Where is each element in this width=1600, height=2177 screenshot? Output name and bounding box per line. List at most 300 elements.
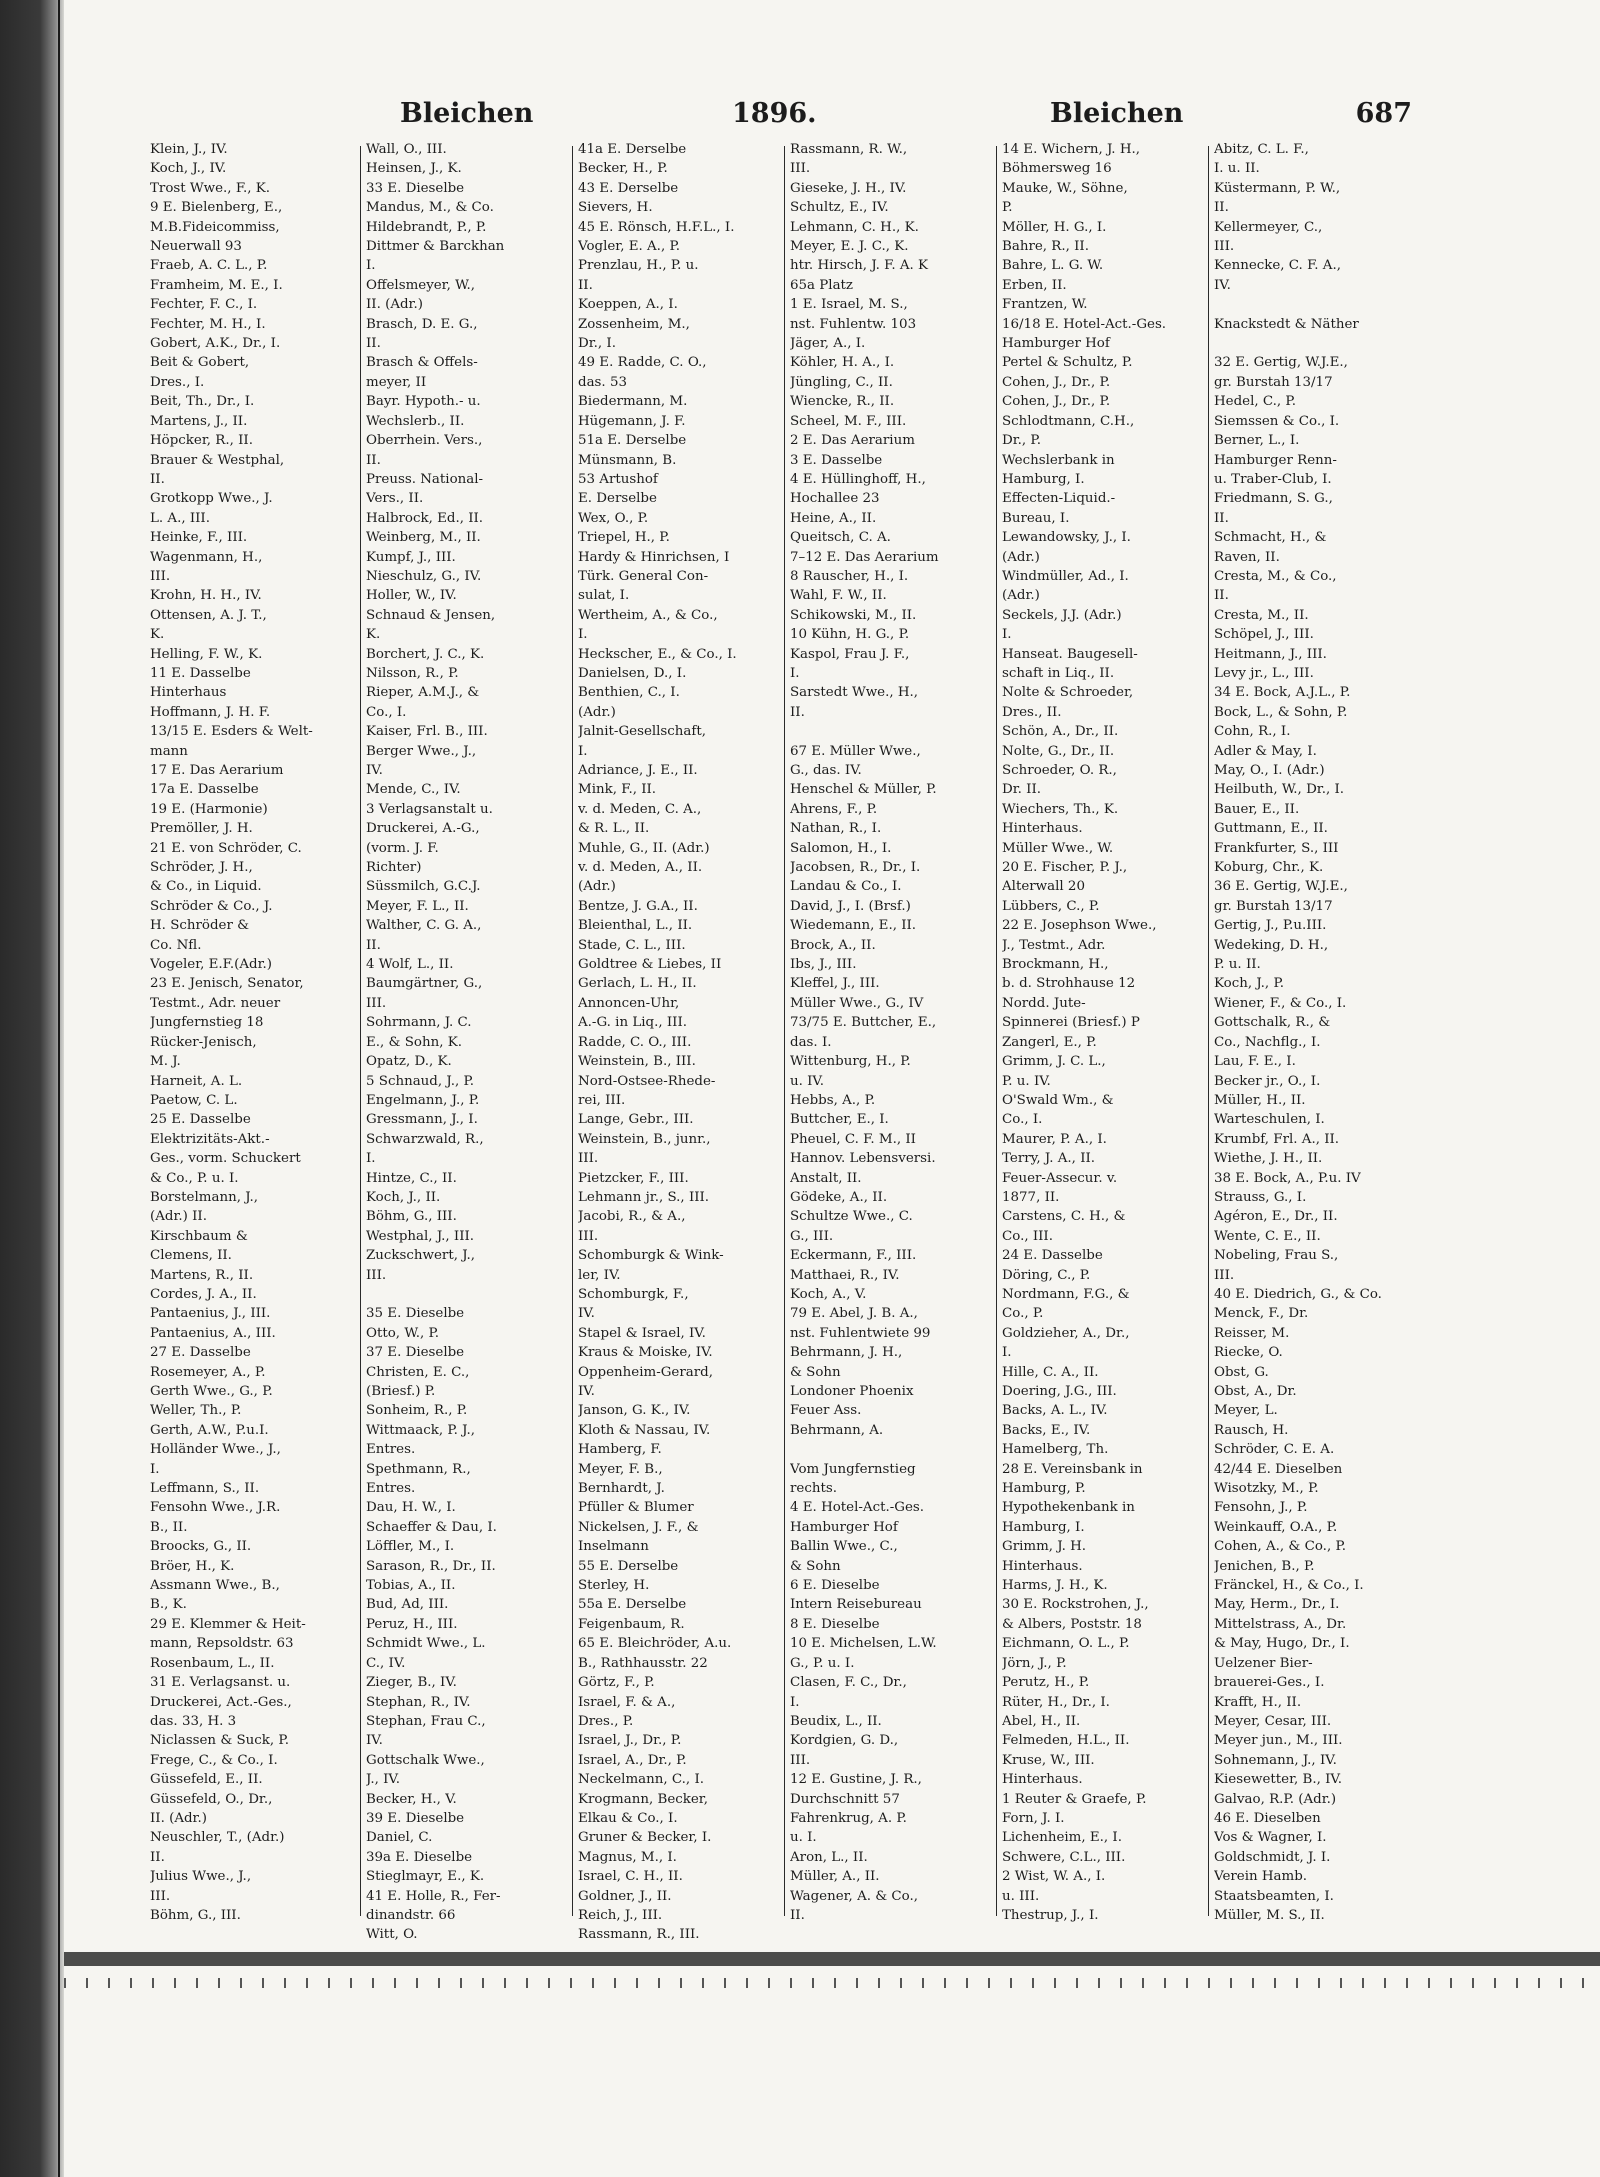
directory-entry: L. A., III.	[150, 510, 210, 526]
directory-entry: Cordes, J. A., II.	[150, 1286, 257, 1302]
directory-entry: Güssefeld, O., Dr.,	[150, 1791, 273, 1807]
directory-entry: Wisotzky, M., P.	[1214, 1481, 1319, 1497]
directory-entry: Nathan, R., I.	[790, 821, 882, 837]
directory-entry: Framheim, M. E., I.	[150, 277, 283, 293]
directory-entry: Perutz, H., P.	[1002, 1675, 1090, 1691]
directory-entry: Rausch, H.	[1214, 1422, 1289, 1438]
directory-entry: III.	[366, 1267, 387, 1283]
running-head-year: 1896.	[732, 98, 817, 129]
directory-entry: Jungfernstieg 18	[150, 1015, 264, 1031]
directory-entry: Elektrizitäts-Akt.-	[150, 1131, 270, 1147]
directory-entry: (Adr.) II.	[150, 1209, 207, 1225]
directory-entry: Grimm, J. C. L.,	[1002, 1054, 1106, 1070]
directory-column-4	[790, 140, 988, 2020]
directory-entry: Thestrup, J., I.	[1002, 1907, 1099, 1923]
directory-entry: Hamburger Hof	[790, 1519, 898, 1535]
directory-entry: Druckerei, Act.-Ges.,	[150, 1694, 292, 1710]
directory-entry: 51a E. Derselbe	[578, 433, 687, 449]
directory-entry: May, Herm., Dr., I.	[1214, 1597, 1340, 1613]
directory-entry: 39 E. Dieselbe	[366, 1810, 465, 1826]
directory-entry: mann	[150, 743, 188, 759]
directory-entry: Wahl, F. W., II.	[790, 588, 887, 604]
directory-entry: III.	[790, 1752, 811, 1768]
directory-entry: Brock, A., II.	[790, 937, 876, 953]
directory-entry: II.	[790, 1907, 805, 1923]
directory-entry: Janson, G. K., IV.	[578, 1403, 691, 1419]
page-number: 687	[1355, 98, 1412, 129]
directory-entry: Christen, E. C.,	[366, 1364, 470, 1380]
directory-entry: Entres.	[366, 1481, 416, 1497]
directory-entry: Kruse, W., III.	[1002, 1752, 1095, 1768]
directory-entry: Schomburgk & Wink-	[578, 1248, 724, 1264]
directory-entry: 14 E. Wichern, J. H.,	[1002, 142, 1141, 157]
directory-entry: Co., Nachflg., I.	[1214, 1034, 1321, 1050]
directory-entry: Vogler, E. A., P.	[578, 239, 681, 255]
directory-entry: Beit, Th., Dr., I.	[150, 394, 255, 410]
directory-entry: v. d. Meden, A., II.	[578, 860, 703, 876]
directory-entry: schaft in Liq., II.	[1002, 665, 1115, 681]
directory-entry: 35 E. Dieselbe	[366, 1306, 465, 1322]
directory-entry: Krumbf, Frl. A., II.	[1214, 1131, 1340, 1147]
directory-entry: I. u. II.	[1214, 161, 1260, 177]
directory-entry: III.	[150, 1888, 171, 1904]
directory-entry: Meyer jun., M., III.	[1214, 1733, 1343, 1749]
directory-entry: Israel, J., Dr., P.	[578, 1733, 682, 1749]
directory-entry: 17a E. Dasselbe	[150, 782, 259, 798]
directory-entry: Pertel & Schultz, P.	[1002, 355, 1133, 371]
directory-entry: Schomburgk, F.,	[578, 1286, 689, 1302]
directory-entry: Gressmann, J., I.	[366, 1112, 478, 1128]
directory-entry: Benthien, C., I.	[578, 685, 680, 701]
directory-entry: 3 E. Dasselbe	[790, 452, 883, 468]
directory-entry: Borchert, J. C., K.	[366, 646, 485, 662]
directory-entry: Möller, H. G., I.	[1002, 219, 1107, 235]
directory-entry: Baumgärtner, G.,	[366, 976, 483, 992]
directory-entry: Mandus, M., & Co.	[366, 200, 494, 216]
directory-entry: Gottschalk Wwe.,	[366, 1752, 485, 1768]
directory-entry: Heckscher, E., & Co., I.	[578, 646, 737, 662]
directory-entry: Windmüller, Ad., I.	[1002, 568, 1129, 584]
directory-entry: Bentze, J. G.A., II.	[578, 898, 698, 914]
directory-entry: Maurer, P. A., I.	[1002, 1131, 1107, 1147]
directory-entry: Wex, O., P.	[578, 510, 649, 526]
directory-entry: Broocks, G., II.	[150, 1539, 252, 1555]
directory-entry: Kraus & Moiske, IV.	[578, 1345, 713, 1361]
directory-entry: II.	[150, 471, 165, 487]
directory-entry: Richter)	[366, 860, 422, 876]
directory-entry: Gerth Wwe., G., P.	[150, 1384, 273, 1399]
directory-entry: 4 Wolf, L., II.	[366, 957, 454, 973]
directory-entry: Schröder & Co., J.	[150, 898, 273, 914]
directory-entry: Clemens, II.	[150, 1248, 232, 1264]
directory-entry: Nickelsen, J. F., &	[578, 1519, 699, 1535]
directory-entry: C., IV.	[366, 1655, 406, 1671]
directory-entry: Felmeden, H.L., II.	[1002, 1733, 1130, 1749]
directory-entry: Intern Reisebureau	[790, 1597, 922, 1613]
directory-entry: 32 E. Gertig, W.J.E.,	[1214, 355, 1348, 371]
directory-entry: Assmann Wwe., B.,	[150, 1578, 280, 1594]
directory-entry: Riecke, O.	[1214, 1345, 1283, 1361]
directory-entry: Oppenheim-Gerard,	[578, 1364, 713, 1380]
directory-entry: Goldzieher, A., Dr.,	[1002, 1325, 1130, 1341]
directory-entry: Cohen, J., Dr., P.	[1002, 394, 1111, 410]
directory-entry: III.	[150, 568, 171, 584]
directory-entry: Spinnerei (Briesf.) P	[1002, 1015, 1140, 1031]
directory-entry: Fraeb, A. C. L., P.	[150, 258, 268, 274]
directory-entry: Schnaud & Jensen,	[366, 607, 496, 623]
directory-entry: III.	[1214, 1267, 1235, 1283]
directory-entry: gr. Burstah 13/17	[1214, 898, 1333, 914]
directory-entry: Bröer, H., K.	[150, 1558, 235, 1574]
directory-entry: Abitz, C. L. F.,	[1214, 142, 1309, 157]
directory-entry: nst. Fuhlentwiete 99	[790, 1325, 931, 1341]
directory-entry: Trost Wwe., F., K.	[150, 180, 271, 196]
directory-entry: Schaeffer & Dau, I.	[366, 1519, 497, 1535]
directory-entry: Brasch & Offels-	[366, 355, 478, 371]
directory-entry: Döring, C., P.	[1002, 1267, 1091, 1283]
directory-entry: Hügemann, J. F.	[578, 413, 686, 429]
directory-entry: Gertig, J., P.u.III.	[1214, 918, 1327, 934]
directory-entry: Durchschnitt 57	[790, 1791, 900, 1807]
directory-entry: Bock, L., & Sohn, P.	[1214, 704, 1348, 720]
directory-entry: I.	[1002, 1345, 1012, 1361]
directory-entry: 73/75 E. Buttcher, E.,	[790, 1015, 937, 1031]
directory-entry: 6 E. Dieselbe	[790, 1578, 880, 1594]
directory-entry: Weinstein, B., III.	[578, 1054, 696, 1070]
directory-entry: 4 E. Hotel-Act.-Ges.	[790, 1500, 924, 1516]
directory-entry: Stapel & Israel, IV.	[578, 1325, 706, 1341]
directory-entry: Krohn, H. H., IV.	[150, 588, 262, 604]
directory-entry: Hinterhaus.	[1002, 821, 1083, 837]
directory-entry: Wechslerb., II.	[366, 413, 465, 429]
directory-entry: Witt, O.	[366, 1927, 418, 1943]
directory-entry: & R. L., II.	[578, 821, 650, 837]
directory-entry: Cohen, A., & Co., P.	[1214, 1539, 1347, 1555]
directory-entry: (Adr.)	[1002, 588, 1040, 604]
directory-entry: Wiencke, R., II.	[790, 394, 895, 410]
directory-entry: Pantaenius, J., III.	[150, 1306, 271, 1322]
directory-entry: Brasch, D. E. G.,	[366, 316, 478, 332]
directory-entry: Lichenheim, E., I.	[1002, 1830, 1122, 1846]
directory-entry: das. 53	[578, 374, 627, 390]
directory-entry: Bauer, E., II.	[1214, 801, 1300, 817]
directory-entry: Ges., vorm. Schuckert	[150, 1151, 301, 1167]
directory-entry: III.	[790, 161, 811, 177]
directory-entry: Wiechers, Th., K.	[1002, 801, 1119, 817]
directory-entry: gr. Burstah 13/17	[1214, 374, 1333, 390]
directory-entry: Nieschulz, G., IV.	[366, 568, 482, 584]
directory-entry: 38 E. Bock, A., P.u. IV	[1214, 1170, 1361, 1186]
directory-entry: Rosemeyer, A., P.	[150, 1364, 266, 1380]
directory-entry: Hinterhaus.	[1002, 1558, 1083, 1574]
directory-entry: Schröder, J. H.,	[150, 860, 253, 876]
directory-entry: Brauer & Westphal,	[150, 452, 285, 468]
directory-entry: Meyer, Cesar, III.	[1214, 1713, 1332, 1729]
directory-entry: Erben, II.	[1002, 277, 1067, 293]
directory-entry: v. d. Meden, C. A.,	[578, 801, 702, 817]
directory-entry: Jacobi, R., & A.,	[578, 1209, 686, 1225]
directory-entry: P. u. II.	[1214, 957, 1261, 973]
directory-entry: Holländer Wwe., J.,	[150, 1442, 281, 1458]
directory-entry: Prenzlau, H., P. u.	[578, 258, 699, 274]
directory-entry: 40 E. Diedrich, G., & Co.	[1214, 1286, 1382, 1302]
directory-entry: Dres., II.	[1002, 704, 1062, 720]
directory-entry: (Adr.)	[1002, 549, 1040, 565]
directory-entry: Schmacht, H., &	[1214, 530, 1327, 546]
directory-entry: Nordd. Jute-	[1002, 995, 1086, 1011]
directory-entry: Hamburg, P.	[1002, 1481, 1086, 1497]
column-rule	[784, 146, 785, 1916]
directory-entry: Obst, A., Dr.	[1214, 1384, 1297, 1399]
directory-entry: Magnus, M., I.	[578, 1849, 677, 1865]
directory-page	[150, 98, 1412, 1943]
directory-entry: Seckels, J.J. (Adr.)	[1002, 607, 1122, 623]
directory-entry: 33 E. Dieselbe	[366, 180, 465, 196]
directory-entry: Bernhardt, J.	[578, 1481, 665, 1497]
directory-entry: Süssmilch, G.C.J.	[366, 879, 481, 895]
directory-column-2	[366, 140, 564, 2020]
directory-entry: Kumpf, J., III.	[366, 549, 456, 565]
directory-entry: Hamburg, I.	[1002, 1519, 1085, 1535]
directory-entry: Hypothekenbank in	[1002, 1500, 1135, 1516]
directory-entry: Co. Nfl.	[150, 937, 202, 953]
directory-entry: Mink, F., II.	[578, 782, 657, 798]
directory-entry: (vorm. J. F.	[366, 840, 439, 856]
directory-entry: Israel, A., Dr., P.	[578, 1752, 687, 1768]
directory-entry: Zuckschwert, J.,	[366, 1248, 476, 1264]
directory-entry: Fechter, F. C., I.	[150, 297, 258, 313]
directory-entry: Rieper, A.M.J., &	[366, 685, 480, 701]
directory-entry: Kennecke, C. F. A.,	[1214, 258, 1341, 274]
directory-entry: Grimm, J. H.	[1002, 1539, 1087, 1555]
directory-entry: Oberrhein. Vers.,	[366, 433, 483, 449]
directory-entry: meyer, II	[366, 374, 427, 390]
directory-entry: 11 E. Dasselbe	[150, 665, 251, 681]
directory-entry: Nobeling, Frau S.,	[1214, 1248, 1339, 1264]
directory-entry: Frege, C., & Co., I.	[150, 1752, 278, 1768]
directory-entry: 41a E. Derselbe	[578, 142, 687, 157]
directory-entry: Premöller, J. H.	[150, 821, 253, 837]
directory-entry: Hanseat. Baugesell-	[1002, 646, 1138, 662]
directory-entry: Vers., II.	[366, 491, 424, 507]
directory-entry: Wagenmann, H.,	[150, 549, 263, 565]
directory-entry: Hamberg, F.	[578, 1442, 662, 1458]
directory-entry: Forn, J. I.	[1002, 1810, 1065, 1826]
running-head-right: Bleichen	[1050, 98, 1184, 129]
directory-entry: Harms, J. H., K.	[1002, 1578, 1108, 1594]
directory-entry: 25 E. Dasselbe	[150, 1112, 251, 1128]
directory-entry: B., K.	[150, 1597, 187, 1613]
directory-entry: nst. Fuhlentw. 103	[790, 316, 917, 332]
directory-entry: 4 E. Hüllinghoff, H.,	[790, 471, 926, 487]
directory-entry: rechts.	[790, 1481, 837, 1497]
directory-entry: Kiesewetter, B., IV.	[1214, 1772, 1343, 1788]
directory-entry: Halbrock, Ed., II.	[366, 510, 484, 526]
directory-entry: Müller Wwe., G., IV	[790, 995, 924, 1011]
directory-entry: Meyer, E. J. C., K.	[790, 239, 909, 255]
directory-entry: Ibs, J., III.	[790, 957, 857, 973]
directory-entry: II.	[790, 704, 805, 720]
scan-footer-strip	[64, 1948, 1600, 1992]
directory-entry: Hintze, C., II.	[366, 1170, 457, 1186]
directory-entry: Rassmann, R., III.	[578, 1927, 700, 1943]
directory-entry: Paetow, C. L.	[150, 1092, 238, 1108]
directory-entry: Wittenburg, H., P.	[790, 1054, 911, 1070]
directory-entry: Pfüller & Blumer	[578, 1500, 694, 1516]
directory-entry: Vogeler, E.F.(Adr.)	[150, 957, 273, 973]
directory-entry: M.B.Fideicommiss,	[150, 219, 280, 235]
directory-entry: Hamelberg, Th.	[1002, 1442, 1109, 1458]
directory-entry: Leffmann, S., II.	[150, 1481, 260, 1497]
directory-entry: Wiedemann, E., II.	[790, 918, 917, 934]
directory-entry: Entres.	[366, 1442, 416, 1458]
directory-entry: Biedermann, M.	[578, 394, 688, 410]
directory-entry: Müller Wwe., W.	[1002, 840, 1114, 856]
directory-entry: Becker jr., O., I.	[1214, 1073, 1321, 1089]
binding-rule	[58, 0, 60, 2177]
column-rule	[360, 146, 361, 1916]
directory-entry: Stade, C. L., III.	[578, 937, 686, 953]
directory-entry: Dittmer & Barckhan	[366, 239, 505, 255]
directory-entry: mann, Repsoldstr. 63	[150, 1636, 294, 1652]
directory-entry: 12 E. Gustine, J. R.,	[790, 1772, 922, 1788]
directory-entry: Heinke, F., III.	[150, 530, 248, 546]
directory-entry: Klein, J., IV.	[150, 142, 228, 157]
directory-entry: G., III.	[790, 1228, 834, 1244]
directory-entry: Schultz, E., IV.	[790, 200, 889, 216]
directory-entry: Hoffmann, J. H. F.	[150, 704, 271, 720]
directory-entry: B., II.	[150, 1519, 188, 1535]
directory-entry: IV.	[366, 763, 383, 778]
directory-entry: III.	[578, 1151, 599, 1167]
directory-entry: Fränckel, H., & Co., I.	[1214, 1578, 1364, 1594]
directory-entry: Neckelmann, C., I.	[578, 1772, 704, 1788]
directory-entry: (Adr.)	[578, 879, 616, 895]
directory-entry: Koburg, Chr., K.	[1214, 860, 1324, 876]
directory-entry: Koch, A., V.	[790, 1286, 867, 1302]
directory-entry: Frantzen, W.	[1002, 297, 1088, 313]
directory-entry: Guttmann, E., II.	[1214, 821, 1328, 837]
directory-entry: Berger Wwe., J.,	[366, 743, 477, 759]
directory-entry: Kloth & Nassau, IV.	[578, 1422, 711, 1438]
directory-entry: Hardy & Hinrichsen, I	[578, 549, 730, 565]
directory-entry: Sonheim, R., P.	[366, 1403, 468, 1419]
directory-entry: Buttcher, E., I.	[790, 1112, 889, 1128]
directory-entry: Galvao, R.P. (Adr.)	[1214, 1791, 1337, 1807]
directory-entry: G., P. u. I.	[790, 1655, 855, 1671]
directory-entry: K.	[366, 627, 381, 643]
directory-entry: B., Rathhausstr. 22	[578, 1655, 708, 1671]
directory-entry: Neuschler, T., (Adr.)	[150, 1830, 285, 1846]
directory-entry: 24 E. Dasselbe	[1002, 1248, 1103, 1264]
directory-entry: I.	[1002, 627, 1012, 643]
directory-entry: Brockmann, H.,	[1002, 957, 1109, 973]
directory-entry: Alterwall 20	[1002, 879, 1085, 895]
directory-entry: Inselmann	[578, 1539, 649, 1555]
directory-entry: Gerlach, L. H., II.	[578, 976, 697, 992]
directory-entry: Hamburger Renn-	[1214, 452, 1337, 468]
directory-entry: 21 E. von Schröder, C.	[150, 840, 302, 856]
directory-entry: Dau, H. W., I.	[366, 1500, 456, 1516]
directory-entry: I.	[790, 1694, 800, 1710]
directory-entry: A.-G. in Liq., III.	[578, 1015, 687, 1031]
directory-entry: II.	[366, 937, 381, 953]
directory-entry: Neuerwall 93	[150, 239, 242, 255]
directory-entry: 46 E. Dieselben	[1214, 1810, 1321, 1826]
directory-entry: Rosenbaum, L., II.	[150, 1655, 275, 1671]
directory-entry: J., IV.	[366, 1772, 400, 1788]
directory-entry: u. III.	[1002, 1888, 1040, 1904]
directory-entry: 9 E. Bielenberg, E.,	[150, 200, 283, 216]
directory-entry: Hamburger Hof	[1002, 336, 1110, 352]
directory-entry: Schmidt Wwe., L.	[366, 1636, 486, 1652]
directory-entry: Müller, A., II.	[790, 1869, 880, 1885]
directory-entry: II.	[150, 1849, 165, 1865]
directory-entry: (Briesf.) P.	[366, 1384, 436, 1399]
directory-entry: Heitmann, J., III.	[1214, 646, 1327, 662]
directory-entry: 65a Platz	[790, 277, 853, 293]
directory-entry: & Sohn	[790, 1558, 841, 1574]
directory-entry: Jüngling, C., II.	[790, 374, 893, 390]
directory-entry: Anstalt, II.	[790, 1170, 862, 1186]
directory-entry: brauerei-Ges., I.	[1214, 1675, 1325, 1691]
directory-entry: Koch, J., P.	[1214, 976, 1284, 992]
directory-entry: Goldner, J., II.	[578, 1888, 672, 1904]
directory-entry: 13/15 E. Esders & Welt-	[150, 724, 313, 740]
directory-entry: Harneit, A. L.	[150, 1073, 243, 1089]
directory-entry: Wagener, A. & Co.,	[790, 1888, 919, 1904]
directory-entry: Nolte & Schroeder,	[1002, 685, 1134, 701]
directory-entry: I.	[578, 743, 588, 759]
directory-entry: II.	[578, 277, 593, 293]
directory-entry: Adler & May, I.	[1214, 743, 1317, 759]
directory-entry: Jörn, J., P.	[1002, 1655, 1067, 1671]
directory-entry: Danielsen, D., I.	[578, 665, 687, 681]
directory-entry	[790, 722, 988, 741]
directory-entry: 55a E. Derselbe	[578, 1597, 687, 1613]
directory-entry: Meyer, F. B.,	[578, 1461, 663, 1477]
directory-entry: Friedmann, S. G.,	[1214, 491, 1333, 507]
directory-entry: 20 E. Fischer, P. J.,	[1002, 860, 1128, 876]
directory-entry: G., das. IV.	[790, 763, 862, 778]
directory-entry: 2 Wist, W. A., I.	[1002, 1869, 1106, 1885]
directory-entry: Lehmann jr., S., III.	[578, 1189, 710, 1205]
directory-entry: Pheuel, C. F. M., II	[790, 1131, 916, 1147]
directory-entry: Annoncen-Uhr,	[578, 995, 680, 1011]
directory-entry: Hinterhaus	[150, 685, 227, 701]
directory-entry: II.	[1214, 510, 1229, 526]
directory-entry: 39a E. Dieselbe	[366, 1849, 473, 1865]
directory-entry: Bayr. Hypoth.- u.	[366, 394, 481, 410]
directory-entry: Wall, O., III.	[366, 142, 447, 157]
directory-entry: Fensohn Wwe., J.R.	[150, 1500, 281, 1516]
directory-entry: Kaspol, Frau J. F.,	[790, 646, 910, 662]
directory-entry: Hedel, C., P.	[1214, 394, 1296, 410]
directory-entry: Israel, F. & A.,	[578, 1694, 676, 1710]
directory-entry: Dres., I.	[150, 374, 205, 390]
directory-entry: Agéron, E., Dr., II.	[1214, 1209, 1338, 1225]
directory-entry: Rücker-Jenisch,	[150, 1034, 257, 1050]
directory-entry: Koeppen, A., I.	[578, 297, 678, 313]
directory-entry: Zieger, B., IV.	[366, 1675, 457, 1691]
directory-entry: Staatsbeamten, I.	[1214, 1888, 1334, 1904]
directory-entry: Böhm, G., III.	[150, 1907, 241, 1923]
directory-entry: Weinberg, M., II.	[366, 530, 481, 546]
directory-entry: II. (Adr.)	[150, 1810, 207, 1826]
directory-entry: Terry, J. A., II.	[1002, 1151, 1096, 1167]
directory-entry: Reisser, M.	[1214, 1325, 1290, 1341]
directory-entry: Heine, A., II.	[790, 510, 877, 526]
